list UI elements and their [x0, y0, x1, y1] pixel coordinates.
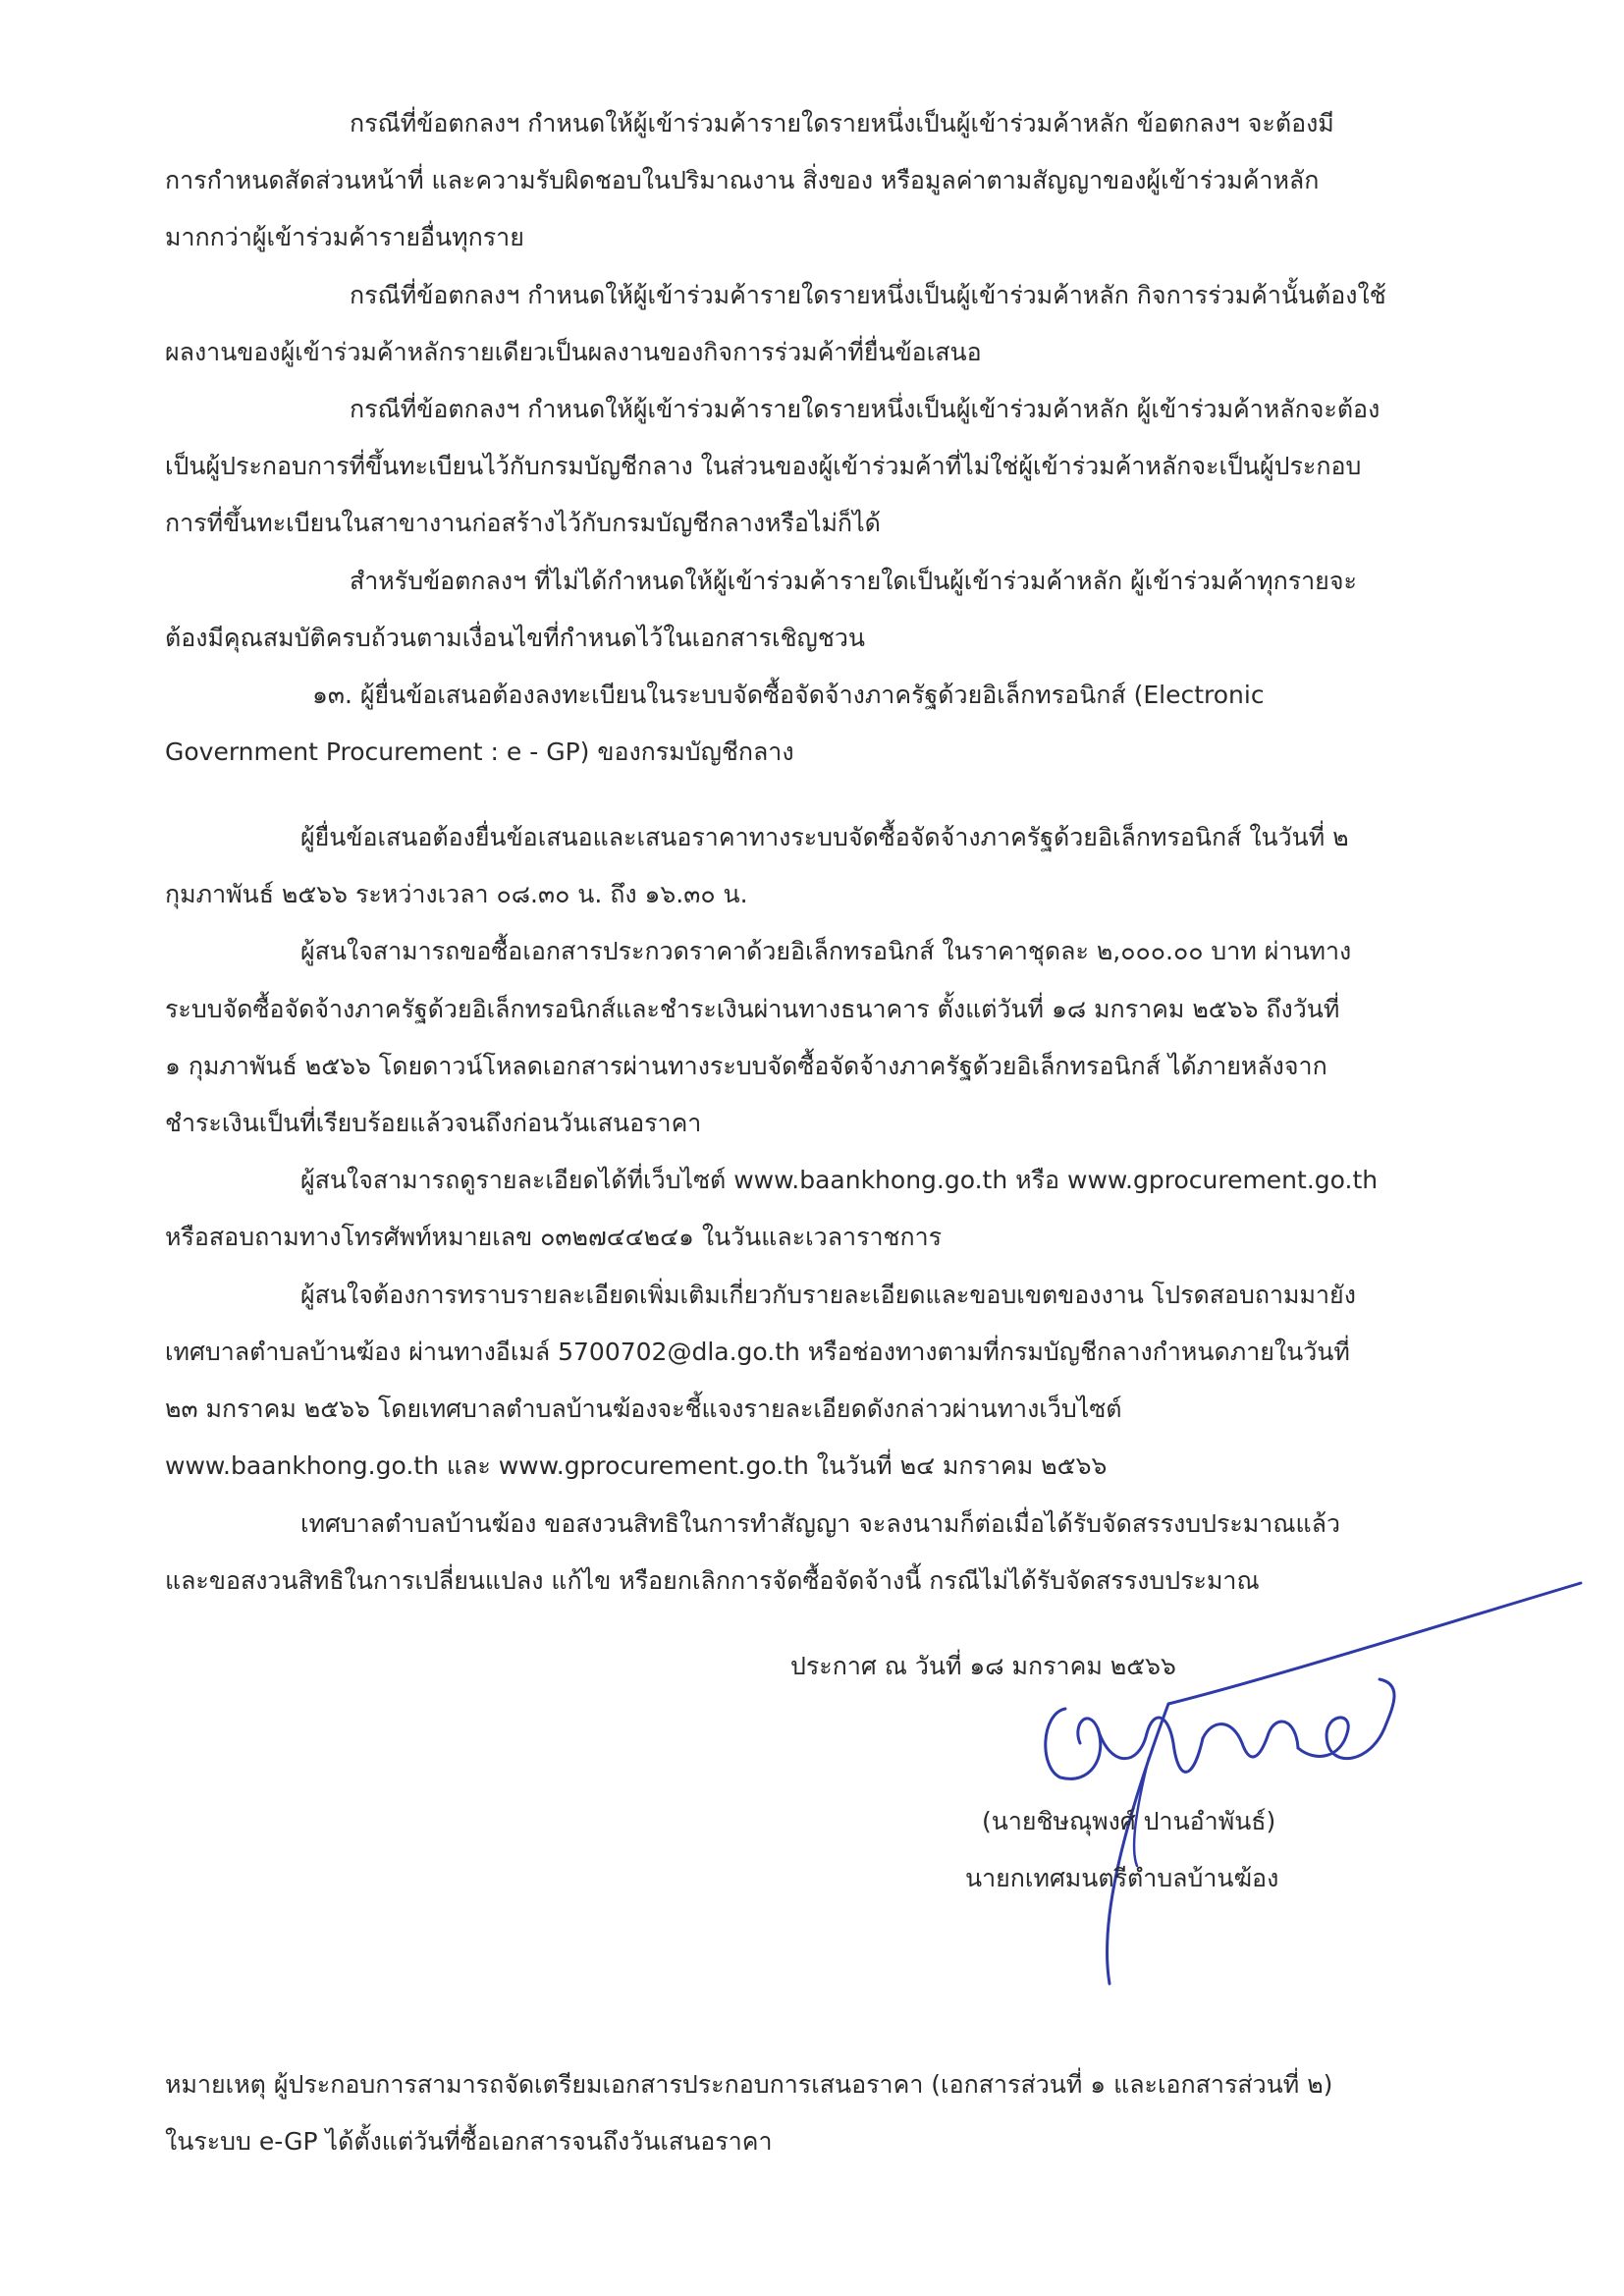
- para-5-line-2: Government Procurement : e - GP) ของกรมบัญชีกลาง: [165, 738, 794, 766]
- announce-date: ประกาศ ณ วันที่ ๑๘ มกราคม ๒๕๖๖: [790, 1652, 1176, 1680]
- note-line-1: หมายเหตุ ผู้ประกอบการสามารถจัดเตรียมเอกสารประกอบการเสนอราคา (เอกสารส่วนที่ ๑ และเอกสารส่วนที่ ๒): [165, 2070, 1333, 2099]
- para-3-line-1: กรณีที่ข้อตกลงฯ กำหนดให้ผู้เข้าร่วมค้ารายใดรายหนึ่งเป็นผู้เข้าร่วมค้าหลัก ผู้เข้าร่วมค้าหลักจะต้อง: [350, 395, 1380, 423]
- note-line-2: ในระบบ e-GP ได้ตั้งแต่วันที่ซื้อเอกสารจนถึงวันเสนอราคา: [165, 2127, 773, 2156]
- para-10-line-2: และขอสงวนสิทธิในการเปลี่ยนแปลง แก้ไข หรือยกเลิกการจัดซื้อจัดจ้างนี้ กรณีไม่ได้รับจัดสรรงบประมาณ: [165, 1566, 1260, 1595]
- para-9-line-4: www.baankhong.go.th และ www.gprocurement.go.th ในวันที่ ๒๔ มกราคม ๒๕๖๖: [165, 1451, 1108, 1480]
- para-7-line-3: ๑ กุมภาพันธ์ ๒๕๖๖ โดยดาวน์โหลดเอกสารผ่านทางระบบจัดซื้อจัดจ้างภาครัฐด้วยอิเล็กทรอนิกส์ ได้ภายหลังจาก: [165, 1052, 1327, 1080]
- signatory-name: (นายชิษณุพงศ์ ปานอำพันธ์): [982, 1807, 1276, 1835]
- para-7-line-4: ชำระเงินเป็นที่เรียบร้อยแล้วจนถึงก่อนวันเสนอราคา: [165, 1109, 702, 1137]
- para-4-line-2: ต้องมีคุณสมบัติครบถ้วนตามเงื่อนไขที่กำหนดไว้ในเอกสารเชิญชวน: [165, 624, 865, 652]
- para-4-line-1: สำหรับข้อตกลงฯ ที่ไม่ได้กำหนดให้ผู้เข้าร่วมค้ารายใดเป็นผู้เข้าร่วมค้าหลัก ผู้เข้าร่วมค้าทุกรายจะ: [350, 567, 1357, 595]
- para-1-line-2: การกำหนดสัดส่วนหน้าที่ และความรับผิดชอบในปริมาณงาน สิ่งของ หรือมูลค่าตามสัญญาของผู้เข้าร่วมค้าหลัก: [165, 166, 1320, 194]
- para-8-line-1: ผู้สนใจสามารถดูรายละเอียดได้ที่เว็บไซต์ www.baankhong.go.th หรือ www.gprocurement.go.th: [300, 1166, 1379, 1194]
- para-2-line-1: กรณีที่ข้อตกลงฯ กำหนดให้ผู้เข้าร่วมค้ารายใดรายหนึ่งเป็นผู้เข้าร่วมค้าหลัก กิจการร่วมค้านั้นต้องใช้: [350, 281, 1386, 309]
- para-6-line-1: ผู้ยื่นข้อเสนอต้องยื่นข้อเสนอและเสนอราคาทางระบบจัดซื้อจัดจ้างภาครัฐด้วยอิเล็กทรอนิกส์ ในวันที่ ๒: [300, 823, 1349, 851]
- para-8-line-2: หรือสอบถามทางโทรศัพท์หมายเลข ๐๓๒๗๔๔๒๔๑ ในวันและเวลาราชการ: [165, 1223, 943, 1251]
- para-1-line-3: มากกว่าผู้เข้าร่วมค้ารายอื่นทุกราย: [165, 223, 524, 251]
- para-10-line-1: เทศบาลตำบลบ้านฆ้อง ขอสงวนสิทธิในการทำสัญญา จะลงนามก็ต่อเมื่อได้รับจัดสรรงบประมาณแล้ว: [300, 1509, 1340, 1538]
- para-9-line-2: เทศบาลตำบลบ้านฆ้อง ผ่านทางอีเมล์ 5700702@dla.go.th หรือช่องทางตามที่กรมบัญชีกลางกำหนดภายในวันที่: [165, 1338, 1350, 1366]
- para-1-line-1: กรณีที่ข้อตกลงฯ กำหนดให้ผู้เข้าร่วมค้ารายใดรายหนึ่งเป็นผู้เข้าร่วมค้าหลัก ข้อตกลงฯ จะต้องมี: [350, 109, 1334, 137]
- para-9-line-1: ผู้สนใจต้องการทราบรายละเอียดเพิ่มเติมเกี่ยวกับรายละเอียดและขอบเขตของงาน โปรดสอบถามมายัง: [300, 1281, 1356, 1309]
- para-3-line-2: เป็นผู้ประกอบการที่ขึ้นทะเบียนไว้กับกรมบัญชีกลาง ในส่วนของผู้เข้าร่วมค้าที่ไม่ใช่ผู้เข้าร่วมค้าหลักจะเป็นผู้ประกอบ: [165, 452, 1362, 480]
- para-3-line-3: การที่ขึ้นทะเบียนในสาขางานก่อสร้างไว้กับกรมบัญชีกลางหรือไม่ก็ได้: [165, 509, 881, 537]
- para-7-line-2: ระบบจัดซื้อจัดจ้างภาครัฐด้วยอิเล็กทรอนิกส์และชำระเงินผ่านทางธนาคาร ตั้งแต่วันที่ ๑๘ มกราคม ๒๕๖๖ ถึงวันที่: [165, 995, 1340, 1023]
- para-2-line-2: ผลงานของผู้เข้าร่วมค้าหลักรายเดียวเป็นผลงานของกิจการร่วมค้าที่ยื่นข้อเสนอ: [165, 338, 982, 366]
- para-9-line-3: ๒๓ มกราคม ๒๕๖๖ โดยเทศบาลตำบลบ้านฆ้องจะชี้แจงรายละเอียดดังกล่าวผ่านทางเว็บไซต์: [165, 1394, 1122, 1423]
- para-5-line-1: ๑๓. ผู้ยื่นข้อเสนอต้องลงทะเบียนในระบบจัดซื้อจัดจ้างภาครัฐด้วยอิเล็กทรอนิกส์ (Electronic: [312, 681, 1265, 709]
- para-6-line-2: กุมภาพันธ์ ๒๕๖๖ ระหว่างเวลา ๐๘.๓๐ น. ถึง ๑๖.๓๐ น.: [165, 880, 748, 908]
- para-7-line-1: ผู้สนใจสามารถขอซื้อเอกสารประกวดราคาด้วยอิเล็กทรอนิกส์ ในราคาชุดละ ๒,๐๐๐.๐๐ บาท ผ่านทาง: [300, 937, 1352, 965]
- signatory-title: นายกเทศมนตรีตำบลบ้านฆ้อง: [965, 1864, 1279, 1892]
